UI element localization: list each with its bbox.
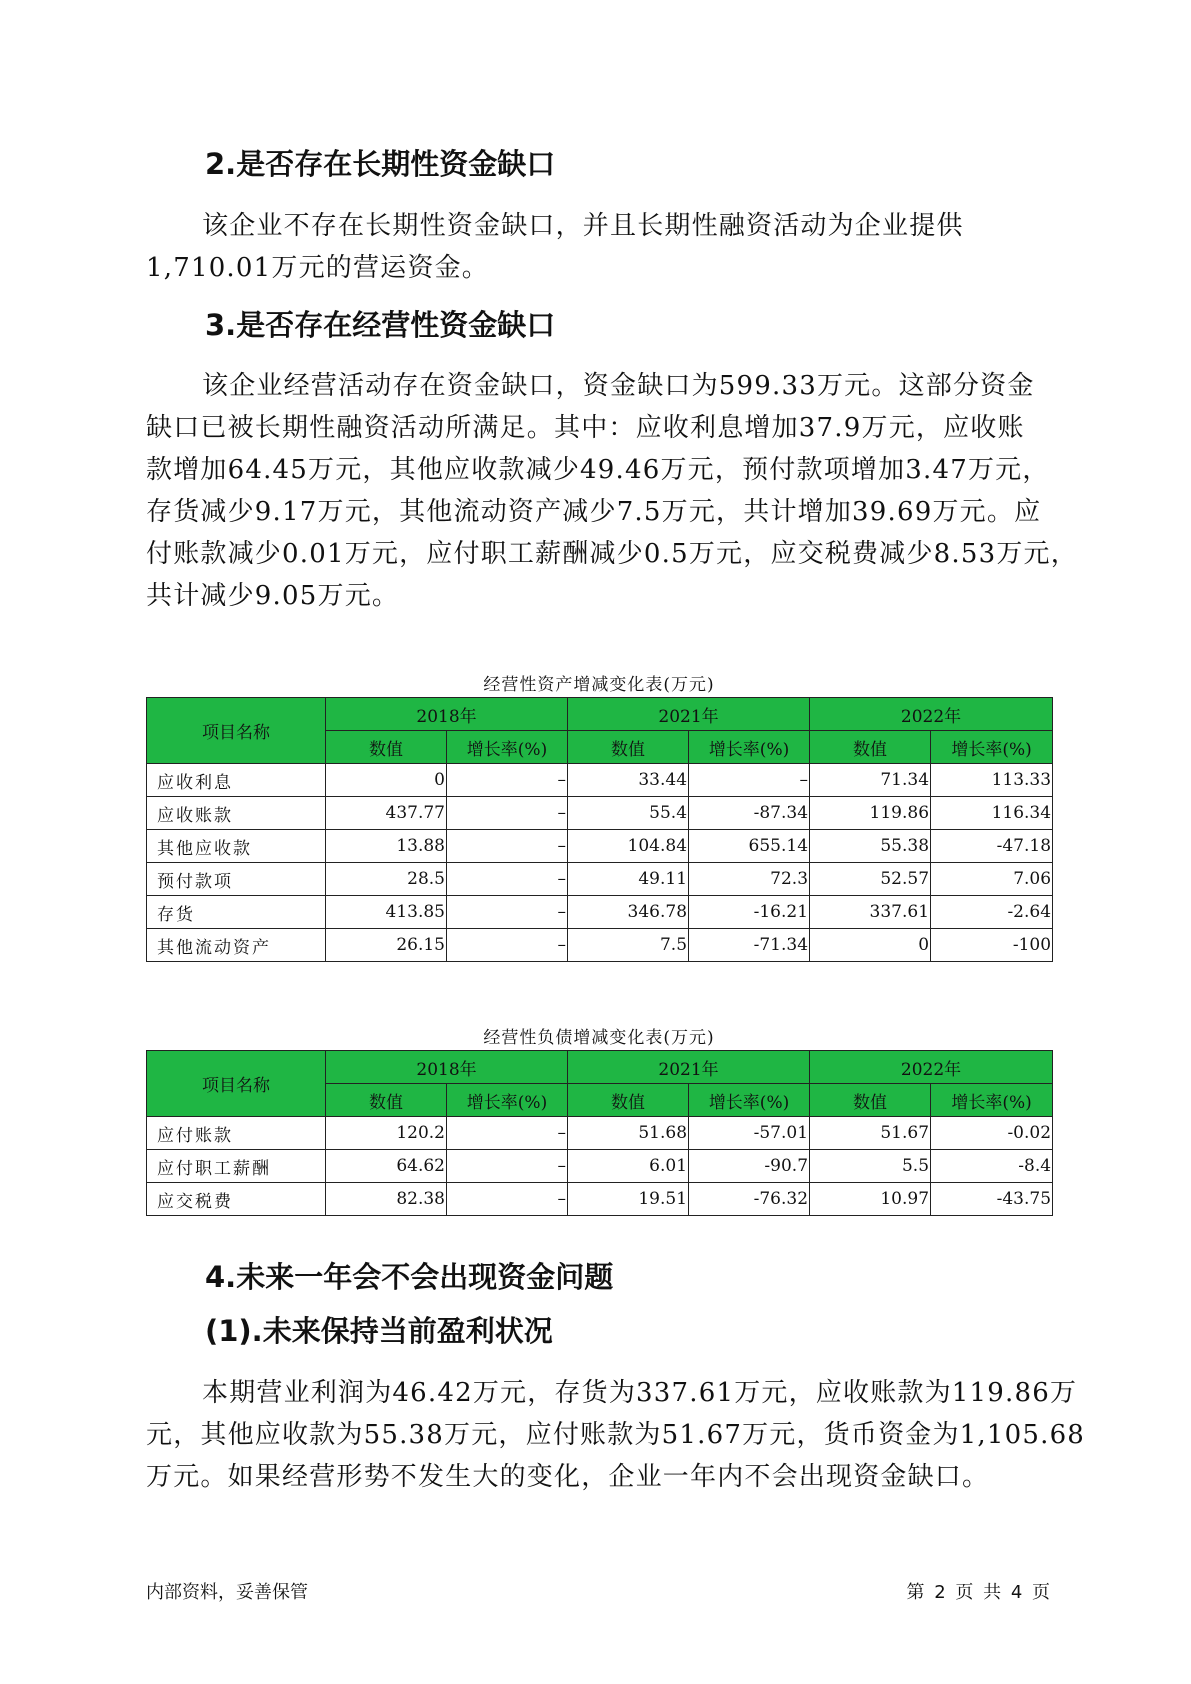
growth-rate-cell: -2.64 [931, 896, 1053, 929]
value-cell: 28.5 [326, 863, 447, 896]
header-item-name: 项目名称 [147, 1051, 326, 1117]
paragraph-line: 付账款减少0.01万元，应付职工薪酬减少0.5万元，应交税费减少8.53万元， [146, 539, 1078, 569]
row-item-name: 应交税费 [147, 1183, 326, 1216]
table-row [147, 929, 1053, 962]
value-cell: 337.61 [810, 896, 931, 929]
growth-rate-cell: -0.02 [931, 1117, 1053, 1150]
header-value: 数值 [810, 731, 931, 764]
value-cell: 13.88 [326, 830, 447, 863]
paragraph-line: 万元。如果经营形势不发生大的变化，企业一年内不会出现资金缺口。 [146, 1462, 990, 1492]
section-4-sub-heading: (1).未来保持当前盈利状况 [205, 1314, 553, 1348]
growth-rate-cell: 7.06 [931, 863, 1053, 896]
paragraph-line: 存货减少9.17万元，其他流动资产减少7.5万元，共计增加39.69万元。应 [146, 497, 1042, 527]
row-item-name: 应收利息 [147, 764, 326, 797]
header-growth: 增长率(%) [931, 1084, 1053, 1117]
table-row [147, 1150, 1053, 1183]
value-cell: 346.78 [568, 896, 689, 929]
growth-rate-cell: – [447, 863, 568, 896]
section-4-paragraph [146, 1372, 1086, 1498]
value-cell: 119.86 [810, 797, 931, 830]
value-cell: 71.34 [810, 764, 931, 797]
paragraph-line: 本期营业利润为46.42万元，存货为337.61万元，应收账款为119.86万 [202, 1378, 1078, 1408]
value-cell: 33.44 [568, 764, 689, 797]
header-growth: 增长率(%) [931, 731, 1053, 764]
growth-rate-cell: 113.33 [931, 764, 1053, 797]
growth-rate-cell: -71.34 [689, 929, 810, 962]
section-3-paragraph [146, 365, 1078, 617]
header-year: 2018年 [326, 1051, 568, 1084]
header-year: 2021年 [568, 1051, 810, 1084]
growth-rate-cell: – [447, 797, 568, 830]
growth-rate-cell: -16.21 [689, 896, 810, 929]
paragraph-line: 共计减少9.05万元。 [146, 581, 400, 611]
growth-rate-cell: -57.01 [689, 1117, 810, 1150]
footer-page-number: 第 2 页 共 4 页 [906, 1582, 1050, 1603]
value-cell: 19.51 [568, 1183, 689, 1216]
value-cell: 6.01 [568, 1150, 689, 1183]
row-item-name: 应付账款 [147, 1117, 326, 1150]
header-value: 数值 [326, 1084, 447, 1117]
header-growth: 增长率(%) [689, 731, 810, 764]
value-cell: 0 [810, 929, 931, 962]
header-year: 2021年 [568, 698, 810, 731]
table-row [147, 1183, 1053, 1216]
paragraph-line: 该企业不存在长期性资金缺口，并且长期性融资活动为企业提供 [202, 211, 964, 241]
header-value: 数值 [810, 1084, 931, 1117]
section-3-heading: 3.是否存在经营性资金缺口 [205, 308, 556, 342]
liability-table-body [147, 1117, 1053, 1216]
growth-rate-cell: – [689, 764, 810, 797]
growth-rate-cell: – [447, 1183, 568, 1216]
growth-rate-cell: – [447, 764, 568, 797]
growth-rate-cell: -100 [931, 929, 1053, 962]
header-year: 2018年 [326, 698, 568, 731]
table-row [147, 830, 1053, 863]
value-cell: 120.2 [326, 1117, 447, 1150]
row-item-name: 应收账款 [147, 797, 326, 830]
table-row [147, 764, 1053, 797]
growth-rate-cell: 116.34 [931, 797, 1053, 830]
paragraph-line: 该企业经营活动存在资金缺口，资金缺口为599.33万元。这部分资金 [202, 371, 1035, 401]
row-item-name: 预付款项 [147, 863, 326, 896]
footer-confidential-note: 内部资料，妥善保管 [146, 1582, 308, 1603]
section-2-paragraph [146, 205, 1046, 289]
value-cell: 52.57 [810, 863, 931, 896]
value-cell: 51.67 [810, 1117, 931, 1150]
header-item-name: 项目名称 [147, 698, 326, 764]
value-cell: 49.11 [568, 863, 689, 896]
asset-table [146, 697, 1053, 962]
value-cell: 104.84 [568, 830, 689, 863]
liability-table [146, 1050, 1053, 1216]
value-cell: 51.68 [568, 1117, 689, 1150]
growth-rate-cell: -76.32 [689, 1183, 810, 1216]
growth-rate-cell: -90.7 [689, 1150, 810, 1183]
growth-rate-cell: 655.14 [689, 830, 810, 863]
growth-rate-cell: – [447, 1150, 568, 1183]
table-row [147, 896, 1053, 929]
growth-rate-cell: – [447, 830, 568, 863]
growth-rate-cell: -43.75 [931, 1183, 1053, 1216]
asset-table-body [147, 764, 1053, 962]
header-year: 2022年 [810, 698, 1053, 731]
header-value: 数值 [326, 731, 447, 764]
value-cell: 413.85 [326, 896, 447, 929]
header-growth: 增长率(%) [447, 1084, 568, 1117]
value-cell: 10.97 [810, 1183, 931, 1216]
value-cell: 5.5 [810, 1150, 931, 1183]
growth-rate-cell: – [447, 896, 568, 929]
value-cell: 0 [326, 764, 447, 797]
paragraph-line: 元，其他应收款为55.38万元，应付账款为51.67万元，货币资金为1,105.68 [146, 1420, 1086, 1450]
value-cell: 82.38 [326, 1183, 447, 1216]
growth-rate-cell: -8.4 [931, 1150, 1053, 1183]
header-value: 数值 [568, 731, 689, 764]
growth-rate-cell: 72.3 [689, 863, 810, 896]
growth-rate-cell: -87.34 [689, 797, 810, 830]
header-growth: 增长率(%) [447, 731, 568, 764]
liability-table-caption: 经营性负债增减变化表(万元) [483, 1028, 715, 1048]
section-4-heading: 4.未来一年会不会出现资金问题 [205, 1260, 614, 1294]
row-item-name: 存货 [147, 896, 326, 929]
growth-rate-cell: – [447, 1117, 568, 1150]
value-cell: 64.62 [326, 1150, 447, 1183]
header-year: 2022年 [810, 1051, 1053, 1084]
row-item-name: 其他应收款 [147, 830, 326, 863]
header-value: 数值 [568, 1084, 689, 1117]
paragraph-line: 款增加64.45万元，其他应收款减少49.46万元，预付款项增加3.47万元， [146, 455, 1050, 485]
asset-table-caption: 经营性资产增减变化表(万元) [483, 675, 715, 695]
value-cell: 7.5 [568, 929, 689, 962]
growth-rate-cell: -47.18 [931, 830, 1053, 863]
row-item-name: 应付职工薪酬 [147, 1150, 326, 1183]
growth-rate-cell: – [447, 929, 568, 962]
value-cell: 55.4 [568, 797, 689, 830]
value-cell: 437.77 [326, 797, 447, 830]
section-2-heading: 2.是否存在长期性资金缺口 [205, 147, 556, 181]
row-item-name: 其他流动资产 [147, 929, 326, 962]
header-growth: 增长率(%) [689, 1084, 810, 1117]
table-row [147, 1117, 1053, 1150]
paragraph-line: 缺口已被长期性融资活动所满足。其中：应收利息增加37.9万元，应收账 [146, 413, 1025, 443]
value-cell: 26.15 [326, 929, 447, 962]
value-cell: 55.38 [810, 830, 931, 863]
paragraph-line: 1,710.01万元的营运资金。 [146, 253, 489, 283]
table-row [147, 797, 1053, 830]
table-row [147, 863, 1053, 896]
